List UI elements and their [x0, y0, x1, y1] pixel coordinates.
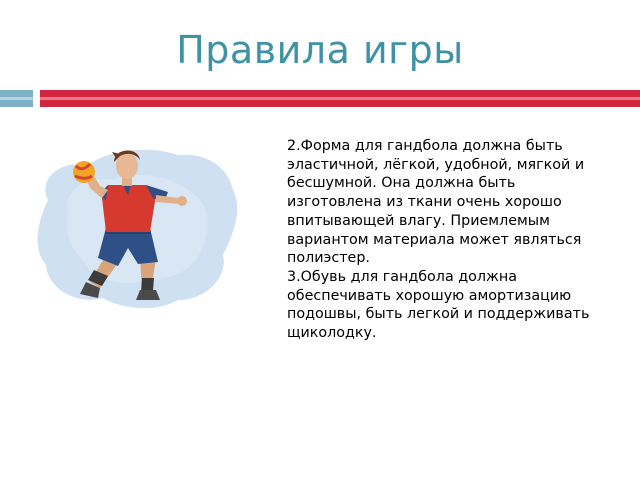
title-underline-red-stripe	[40, 97, 640, 100]
handball-player-illustration	[28, 140, 248, 315]
handball-player-icon	[28, 140, 248, 315]
paragraph-uniform: 2.Форма для гандбола должна быть эластичной, лёгкой, удобной, мягкой и бесшумной. Она должна быть изготовлена из ткани очень хорошо впитывающей влагу. Приемлемым вариантом материала может являться полиэстер.	[287, 138, 585, 267]
paragraph-shoes: 3.Обувь для гандбола должна обеспечивать хорошую амортизацию подошвы, быть легкой и поддерживать щиколодку.	[287, 268, 590, 342]
slide-title: Правила игры	[176, 28, 464, 72]
body-text	[287, 137, 607, 343]
title-underline-blue-stripe	[0, 97, 33, 100]
